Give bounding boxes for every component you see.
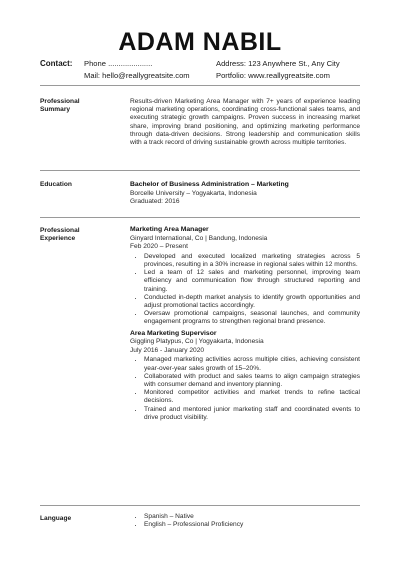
job-bullets <box>130 356 360 422</box>
language-heading: Language <box>40 515 72 522</box>
job-bullet: • Conducted in-depth market analysis to identify growth opportunities and adjust promotional tactics accordingly. <box>144 294 360 310</box>
job-bullets <box>130 253 360 327</box>
contact-column-left <box>84 58 190 82</box>
job-entry <box>130 226 360 327</box>
job-bullet: • Oversaw promotional campaigns, seasonal launches, and community engagement programs to strengthen regional brand presence. <box>144 310 360 326</box>
job-bullet: • Monitored competitor activities and market trends to refine tactical decisions. <box>144 389 360 405</box>
divider <box>40 505 360 506</box>
language-item: • English – Professional Proficiency <box>144 521 360 529</box>
contact-column-right <box>216 58 340 82</box>
job-bullet: • Developed and executed localized marketing strategies across 5 provinces, resulting in a 30% increase in regional sales within 12 months. <box>144 253 360 269</box>
education-degree: Bachelor of Business Administration – Marketing <box>130 181 289 188</box>
candidate-name: ADAM NABIL <box>118 28 282 56</box>
job-period: July 2016 - January 2020 <box>130 346 205 354</box>
divider <box>40 85 360 86</box>
job-company: Giggling Platypus, Co | Yogyakarta, Indonesia <box>130 338 264 346</box>
job-entry <box>130 330 360 422</box>
experience-heading-line1: Professional <box>40 227 80 234</box>
divider <box>40 217 360 218</box>
job-role: Marketing Area Manager <box>130 226 209 233</box>
job-bullet: • Collaborated with product and sales teams to align campaign strategies with consumer demand and inventory planning. <box>144 373 360 389</box>
contact-mail[interactable]: Mail: hello@reallygreatsite.com <box>84 71 190 80</box>
contact-label: Contact: <box>40 59 73 68</box>
job-bullet: • Managed marketing activities across multiple cities, achieving consistent year-over-year sales growth of 15–20%. <box>144 356 360 372</box>
education-heading: Education <box>40 181 72 188</box>
experience-list <box>130 226 360 422</box>
summary-heading-line2: Summary <box>40 106 71 113</box>
job-bullet: • Led a team of 12 sales and marketing personnel, improving team efficiency and communication flow through structured reporting and training. <box>144 269 360 294</box>
contact-phone: Phone ..................... <box>84 59 153 68</box>
job-role: Area Marketing Supervisor <box>130 329 217 337</box>
contact-address: Address: 123 Anywhere St., Any City <box>216 59 340 68</box>
language-list <box>130 513 360 529</box>
summary-text: Results-driven Marketing Area Manager with 7+ years of experience leading regional marketing operations, coordinating cross-functional sales teams, and executing strategic growth campaigns. Proven success in increasing market share, improving brand positioning, and optimizing marketing performance through data-driven decisions. Strong leadership and communication skills with a track record of driving sustainable growth across multiple territories. <box>130 98 360 147</box>
contact-portfolio[interactable]: Portfolio: www.reallygreatsite.com <box>216 71 330 80</box>
education-entry <box>130 181 360 207</box>
language-items <box>130 513 360 529</box>
divider <box>40 170 360 171</box>
education-school: Borcelle University – Yogyakarta, Indonesia <box>130 189 257 197</box>
job-period: Feb 2020 – Present <box>130 243 188 251</box>
summary-heading-line1: Professional <box>40 98 80 105</box>
job-bullet: • Trained and mentored junior marketing staff and coordinated events to drive product visibility. <box>144 406 360 422</box>
language-item: • Spanish – Native <box>144 513 360 521</box>
job-company: Ginyard International, Co | Bandung, Indonesia <box>130 234 268 242</box>
experience-heading-line2: Experience <box>40 235 76 242</box>
summary-heading <box>40 98 120 114</box>
education-graduated: Graduated: 2016 <box>130 198 180 206</box>
experience-heading <box>40 227 120 243</box>
